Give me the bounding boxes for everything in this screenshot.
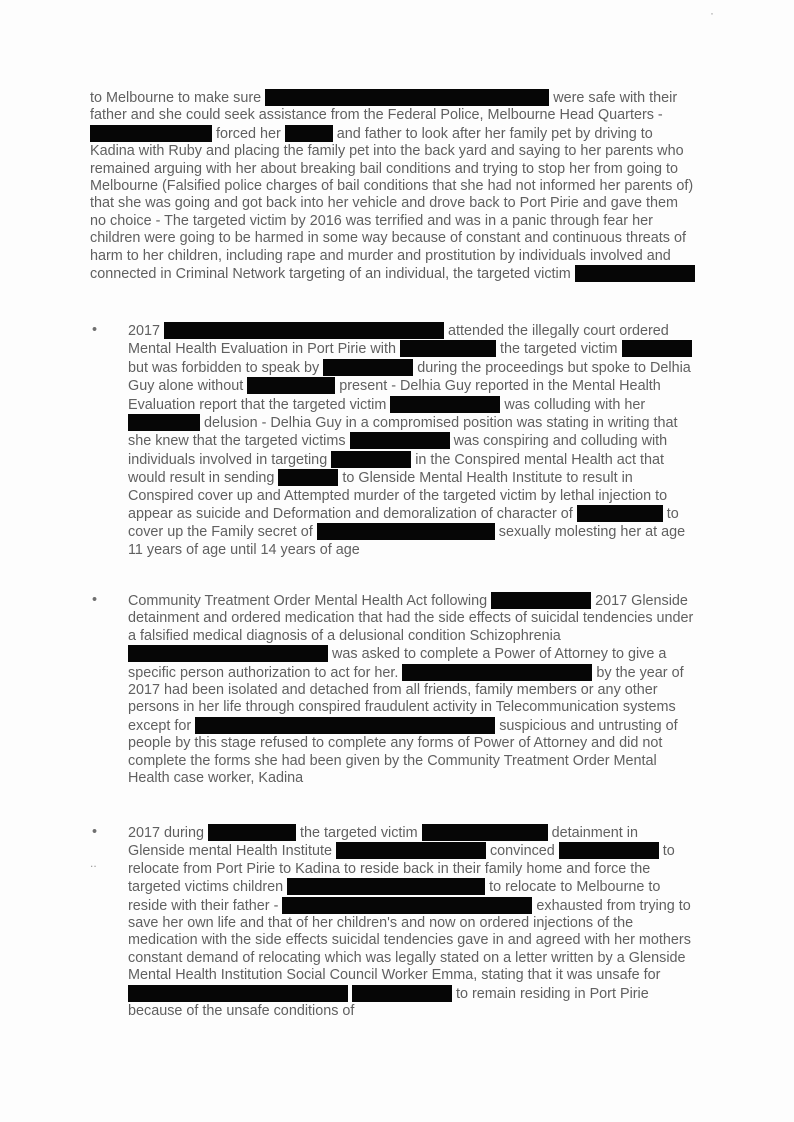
redaction	[287, 878, 485, 895]
redaction	[128, 985, 348, 1002]
redaction	[575, 265, 695, 282]
intro-text-4: and father to look after her family pet by driving to Kadina with Ruby and placing the family pet into the back yard and saying to her parents who remained arguing with her about breaking bail conditions and trying to stop her from going to Melbourne (Falsified police charges of bail conditions that she had not informed her parents of) that she was going and got back into her vehicle and drove back to Port Pirie and gave them no choice - The targeted victim by 2016 was terrified and was in a panic through fear her children were going to be harmed in some way because of constant and continuous threats of harm to her children, including rape and murder and prostitution by individuals involved and connected in Criminal Network targeting of an individual, the targeted victim	[90, 125, 694, 283]
redaction	[195, 717, 495, 734]
b3-text-7: exhausted from trying to save her own life and that of her children's and now on ordered injections of the medication with the side effects suicidal tendencies gave in and agreed with her mothers constant demand of relocating which was legally stated on a letter written by a Glenside Mental Health Institution Social Council Worker Emma, stating that it was unsafe for	[128, 897, 691, 984]
b3-text-8: to remain residing in Port Pirie because of the unsafe conditions of	[128, 985, 649, 1020]
b3-text-3: detainment in Glenside mental Health Institute	[128, 825, 638, 860]
redaction	[491, 592, 591, 609]
redaction	[400, 340, 496, 357]
b3-text-2: the targeted victim	[300, 825, 418, 841]
b1-text-7: was colluding with her	[504, 396, 646, 413]
redaction	[422, 824, 548, 841]
b1-text-5: during the proceedings but spoke to Delhia Guy alone without	[128, 359, 691, 395]
b1-text-10: in the Conspired mental Health act that would result in sending	[128, 451, 664, 487]
bullet-item-2017-glenside	[128, 824, 698, 1020]
scan-speck: ..	[90, 856, 97, 870]
b1-text-8: delusion - Delhia Guy in a compromised position was stating in writing that she knew that the targeted victims	[128, 415, 678, 450]
redaction	[278, 469, 338, 486]
scan-speck: ·	[710, 6, 714, 20]
redaction	[402, 664, 592, 681]
intro-text-2: were safe with their father and she could seek assistance from the Federal Police, Melbourne Head Quarters -	[90, 90, 678, 124]
intro-text-1: to Melbourne to make sure	[90, 90, 262, 106]
b1-text-13: sexually molesting her at age 11 years of age until 14 years of age	[128, 524, 686, 558]
redaction	[317, 523, 495, 540]
intro-text-3: forced her	[216, 125, 281, 142]
b2-text-3: was asked to complete a Power of Attorney to give a specific person authorization to act for her.	[128, 646, 667, 681]
redaction	[265, 89, 549, 106]
b1-text-6: present - Delhia Guy reported in the Mental Health Evaluation report that the targeted victim	[128, 378, 661, 413]
b1-text-12: to cover up the Family secret of	[128, 506, 679, 541]
b3-text-6: to relocate to Melbourne to reside with their father -	[128, 879, 661, 914]
redaction	[350, 432, 450, 449]
redaction	[208, 824, 296, 841]
redaction	[128, 414, 200, 431]
b3-text-1: 2017 during	[128, 825, 205, 841]
b2-text-4: by the year of 2017 had been isolated and detached from all friends, family members or any other persons in her life through conspired fraudulent activity in Telecommunication systems except for	[128, 664, 684, 734]
intro-paragraph	[90, 89, 696, 283]
redaction	[247, 377, 335, 394]
redaction	[352, 985, 452, 1002]
redaction	[323, 359, 413, 376]
b1-text-1: 2017	[128, 323, 161, 339]
redaction	[559, 842, 659, 859]
b1-text-2: attended the illegally court ordered Mental Health Evaluation in Port Pirie with	[128, 323, 669, 358]
b3-text-5: to relocate from Port Pirie to Kadina to reside back in their family home and force the targeted victims children	[128, 843, 675, 896]
redaction	[331, 451, 411, 468]
b1-text-11: to Glenside Mental Health Institute to result in Conspired cover up and Attempted murder of the targeted victim by lethal injection to appear as suicide and Deformation and demoralization of character of	[128, 470, 668, 523]
b1-text-4: but was forbidden to speak by	[128, 359, 320, 376]
redaction	[577, 505, 663, 522]
b1-text-9: was conspiring and colluding with individuals involved in targeting	[128, 433, 668, 468]
redaction	[282, 897, 532, 914]
redaction	[390, 396, 500, 413]
redaction	[285, 125, 333, 142]
b2-text-1: Community Treatment Order Mental Health Act following	[128, 593, 488, 609]
redaction	[164, 322, 444, 339]
b2-text-2: 2017 Glenside detainment and ordered medication that had the side effects of suicidal tendencies under a falsified medical diagnosis of a delusional condition Schizophrenia	[128, 593, 694, 644]
redaction	[128, 645, 328, 662]
b2-text-5: suspicious and untrusting of people by this stage refused to complete any forms of Power of Attorney and did not complete the forms she had been given by the Community Treatment Order Mental Health case worker, Kadina	[128, 717, 678, 787]
b3-text-4: convinced	[489, 843, 555, 860]
redaction	[336, 842, 486, 859]
bullet-item-2017-evaluation	[128, 322, 698, 559]
redaction	[622, 340, 692, 357]
bullet-item-community-treatment-order	[128, 592, 698, 787]
b1-text-3: the targeted victim	[499, 341, 618, 358]
redaction	[90, 125, 212, 142]
